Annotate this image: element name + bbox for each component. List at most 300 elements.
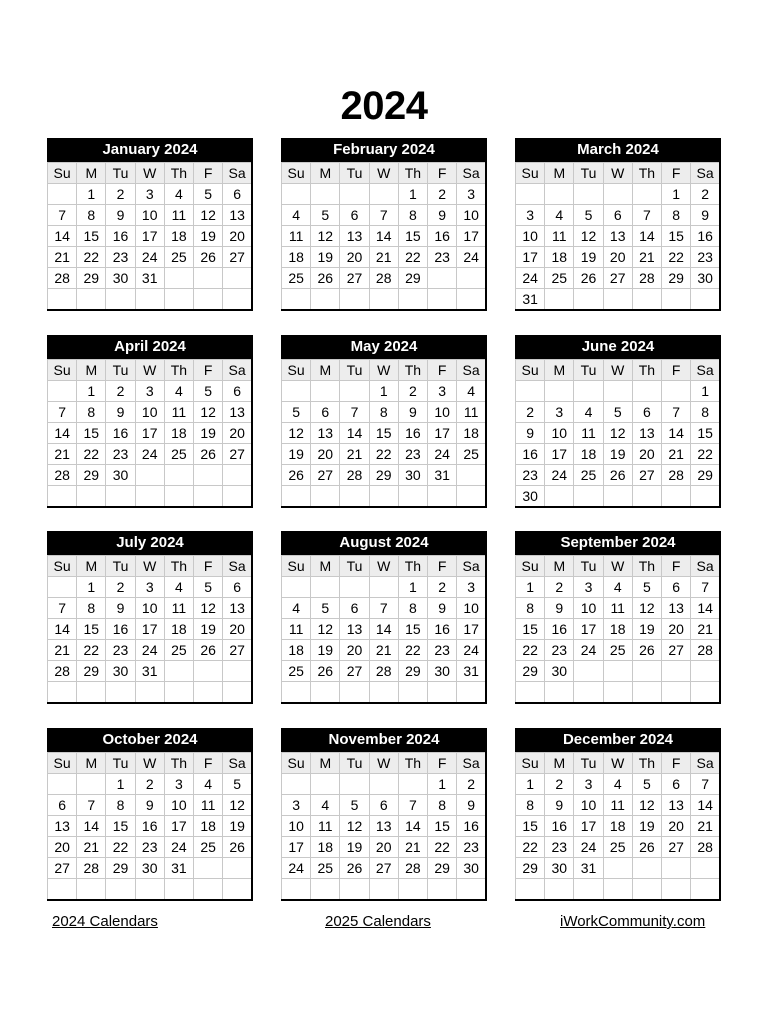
empty-day-cell	[194, 289, 223, 311]
empty-day-cell	[662, 486, 691, 508]
day-cell: 22	[662, 247, 691, 268]
empty-day-cell	[632, 486, 661, 508]
month-title: June 2024	[515, 335, 721, 359]
empty-day-cell	[48, 486, 77, 508]
day-cell: 27	[340, 661, 369, 682]
day-cell: 8	[106, 795, 135, 816]
link-iworkcommunity[interactable]: iWorkCommunity.com	[560, 913, 706, 930]
weekday-header: M	[545, 556, 574, 577]
day-cell: 14	[632, 226, 661, 247]
weekday-header: M	[545, 163, 574, 184]
day-cell: 5	[194, 577, 223, 598]
empty-day-cell	[77, 682, 106, 704]
day-cell: 24	[428, 444, 457, 465]
day-cell: 23	[398, 444, 427, 465]
month-title: September 2024	[515, 531, 721, 555]
empty-day-cell	[545, 381, 574, 402]
empty-day-cell	[428, 289, 457, 311]
week-row	[282, 247, 487, 268]
empty-day-cell	[311, 289, 340, 311]
month-days-table	[47, 359, 253, 508]
day-cell: 29	[428, 858, 457, 879]
day-cell: 22	[106, 837, 135, 858]
day-cell: 25	[311, 858, 340, 879]
day-cell: 12	[574, 226, 603, 247]
day-cell: 10	[428, 402, 457, 423]
day-cell: 13	[662, 795, 691, 816]
week-row	[48, 661, 253, 682]
empty-day-cell	[662, 661, 691, 682]
weekday-header: F	[194, 556, 223, 577]
day-cell: 19	[603, 444, 632, 465]
day-cell: 27	[662, 640, 691, 661]
day-cell: 27	[603, 268, 632, 289]
day-cell: 14	[691, 598, 720, 619]
day-cell: 6	[340, 205, 369, 226]
week-row	[516, 640, 721, 661]
weekday-header: Tu	[574, 556, 603, 577]
weekday-header: Th	[632, 556, 661, 577]
day-cell: 3	[282, 795, 311, 816]
day-cell: 13	[223, 205, 252, 226]
day-cell: 2	[457, 774, 486, 795]
day-cell: 28	[662, 465, 691, 486]
day-cell: 5	[194, 184, 223, 205]
day-cell: 4	[545, 205, 574, 226]
month-days-table	[47, 162, 253, 311]
day-cell: 25	[164, 640, 193, 661]
empty-day-cell	[398, 682, 427, 704]
empty-day-cell	[516, 682, 545, 704]
weekday-header: F	[428, 360, 457, 381]
empty-day-cell	[194, 879, 223, 901]
day-cell: 22	[516, 837, 545, 858]
day-cell: 16	[428, 619, 457, 640]
weekday-header: W	[135, 556, 164, 577]
empty-day-cell	[428, 682, 457, 704]
day-cell: 15	[516, 619, 545, 640]
day-cell: 26	[632, 837, 661, 858]
day-cell: 20	[369, 837, 398, 858]
day-cell: 23	[428, 247, 457, 268]
day-cell: 8	[398, 598, 427, 619]
day-cell: 22	[428, 837, 457, 858]
day-cell: 9	[457, 795, 486, 816]
weekday-header: Su	[516, 556, 545, 577]
day-cell: 11	[164, 402, 193, 423]
empty-day-cell	[340, 682, 369, 704]
empty-day-cell	[223, 289, 252, 311]
empty-day-cell	[603, 486, 632, 508]
day-cell: 9	[545, 795, 574, 816]
empty-day-cell	[48, 289, 77, 311]
day-cell: 24	[135, 640, 164, 661]
day-cell: 20	[603, 247, 632, 268]
day-cell: 15	[691, 423, 720, 444]
weekday-header-row	[48, 360, 253, 381]
day-cell: 7	[691, 577, 720, 598]
empty-day-cell	[282, 486, 311, 508]
month-days-table	[515, 752, 721, 901]
day-cell: 1	[516, 774, 545, 795]
day-cell: 17	[457, 226, 486, 247]
empty-day-cell	[48, 184, 77, 205]
day-cell: 2	[135, 774, 164, 795]
day-cell: 16	[545, 816, 574, 837]
day-cell: 5	[632, 774, 661, 795]
day-cell: 6	[632, 402, 661, 423]
day-cell: 14	[48, 226, 77, 247]
empty-day-cell	[691, 486, 720, 508]
day-cell: 31	[164, 858, 193, 879]
day-cell: 3	[135, 577, 164, 598]
weekday-header: Sa	[457, 753, 486, 774]
empty-day-cell	[106, 879, 135, 901]
day-cell: 24	[574, 837, 603, 858]
day-cell: 7	[340, 402, 369, 423]
day-cell: 21	[369, 247, 398, 268]
empty-day-cell	[398, 289, 427, 311]
empty-day-cell	[106, 486, 135, 508]
empty-day-cell	[574, 289, 603, 311]
weekday-header: Su	[48, 753, 77, 774]
empty-day-cell	[223, 682, 252, 704]
week-row	[282, 837, 487, 858]
empty-day-cell	[428, 268, 457, 289]
day-cell: 6	[340, 598, 369, 619]
day-cell: 17	[574, 619, 603, 640]
week-row	[516, 486, 721, 508]
empty-day-cell	[311, 682, 340, 704]
day-cell: 26	[574, 268, 603, 289]
month-calendar	[515, 138, 721, 311]
day-cell: 8	[77, 598, 106, 619]
weekday-header: M	[545, 753, 574, 774]
day-cell: 25	[194, 837, 223, 858]
day-cell: 14	[691, 795, 720, 816]
day-cell: 14	[398, 816, 427, 837]
weekday-header: W	[369, 556, 398, 577]
week-row	[282, 402, 487, 423]
week-row	[48, 577, 253, 598]
weekday-header-row	[516, 753, 721, 774]
day-cell: 27	[632, 465, 661, 486]
day-cell: 13	[603, 226, 632, 247]
day-cell: 1	[428, 774, 457, 795]
empty-day-cell	[164, 879, 193, 901]
week-row	[516, 205, 721, 226]
day-cell: 19	[574, 247, 603, 268]
empty-day-cell	[340, 577, 369, 598]
empty-day-cell	[48, 774, 77, 795]
weekday-header: Tu	[340, 753, 369, 774]
day-cell: 22	[398, 247, 427, 268]
day-cell: 10	[545, 423, 574, 444]
weekday-header-row	[282, 753, 487, 774]
day-cell: 26	[194, 444, 223, 465]
weekday-header: F	[428, 753, 457, 774]
day-cell: 18	[282, 247, 311, 268]
day-cell: 24	[282, 858, 311, 879]
day-cell: 24	[135, 247, 164, 268]
empty-day-cell	[603, 381, 632, 402]
weekday-header: F	[662, 753, 691, 774]
day-cell: 6	[662, 774, 691, 795]
day-cell: 6	[662, 577, 691, 598]
weekday-header: Th	[398, 753, 427, 774]
day-cell: 25	[282, 268, 311, 289]
empty-day-cell	[282, 774, 311, 795]
day-cell: 16	[135, 816, 164, 837]
day-cell: 26	[223, 837, 252, 858]
day-cell: 9	[106, 598, 135, 619]
day-cell: 7	[662, 402, 691, 423]
weekday-header: Sa	[223, 360, 252, 381]
week-row	[48, 423, 253, 444]
empty-day-cell	[194, 268, 223, 289]
day-cell: 12	[340, 816, 369, 837]
day-cell: 2	[106, 381, 135, 402]
day-cell: 29	[77, 465, 106, 486]
month-title: March 2024	[515, 138, 721, 162]
empty-day-cell	[457, 465, 486, 486]
day-cell: 4	[574, 402, 603, 423]
day-cell: 5	[194, 381, 223, 402]
day-cell: 10	[574, 795, 603, 816]
day-cell: 14	[662, 423, 691, 444]
day-cell: 1	[77, 184, 106, 205]
day-cell: 25	[603, 640, 632, 661]
day-cell: 11	[164, 598, 193, 619]
weekday-header: Tu	[574, 360, 603, 381]
day-cell: 11	[603, 598, 632, 619]
day-cell: 8	[77, 402, 106, 423]
day-cell: 17	[428, 423, 457, 444]
month-title: January 2024	[47, 138, 253, 162]
day-cell: 5	[574, 205, 603, 226]
empty-day-cell	[282, 577, 311, 598]
day-cell: 13	[223, 598, 252, 619]
month-title: November 2024	[281, 728, 487, 752]
weekday-header: Sa	[691, 163, 720, 184]
empty-day-cell	[164, 465, 193, 486]
weekday-header: M	[545, 360, 574, 381]
week-row	[48, 619, 253, 640]
week-row	[282, 619, 487, 640]
day-cell: 29	[369, 465, 398, 486]
day-cell: 11	[282, 619, 311, 640]
empty-day-cell	[516, 381, 545, 402]
empty-day-cell	[603, 184, 632, 205]
day-cell: 27	[48, 858, 77, 879]
day-cell: 5	[311, 205, 340, 226]
day-cell: 29	[516, 858, 545, 879]
day-cell: 15	[369, 423, 398, 444]
day-cell: 12	[282, 423, 311, 444]
weekday-header: Tu	[106, 163, 135, 184]
week-row	[282, 184, 487, 205]
day-cell: 19	[311, 640, 340, 661]
day-cell: 10	[164, 795, 193, 816]
week-row	[282, 795, 487, 816]
day-cell: 16	[106, 226, 135, 247]
day-cell: 9	[691, 205, 720, 226]
day-cell: 19	[223, 816, 252, 837]
link-2025-calendars[interactable]: 2025 Calendars	[325, 913, 431, 930]
day-cell: 23	[106, 444, 135, 465]
day-cell: 21	[691, 619, 720, 640]
day-cell: 2	[428, 184, 457, 205]
week-row	[48, 774, 253, 795]
day-cell: 26	[194, 247, 223, 268]
day-cell: 21	[632, 247, 661, 268]
day-cell: 26	[194, 640, 223, 661]
month-days-table	[515, 162, 721, 311]
day-cell: 10	[457, 205, 486, 226]
empty-day-cell	[545, 682, 574, 704]
day-cell: 13	[632, 423, 661, 444]
week-row	[48, 465, 253, 486]
day-cell: 15	[77, 619, 106, 640]
day-cell: 25	[164, 444, 193, 465]
empty-day-cell	[574, 381, 603, 402]
weekday-header: Tu	[574, 163, 603, 184]
empty-day-cell	[77, 486, 106, 508]
day-cell: 19	[194, 423, 223, 444]
weekday-header: Th	[164, 753, 193, 774]
weekday-header: Th	[164, 163, 193, 184]
weekday-header: Tu	[106, 556, 135, 577]
empty-day-cell	[106, 682, 135, 704]
weekday-header: M	[77, 163, 106, 184]
empty-day-cell	[135, 879, 164, 901]
day-cell: 3	[574, 774, 603, 795]
day-cell: 6	[48, 795, 77, 816]
day-cell: 22	[77, 444, 106, 465]
day-cell: 29	[398, 268, 427, 289]
week-row	[516, 226, 721, 247]
empty-day-cell	[223, 879, 252, 901]
empty-day-cell	[194, 858, 223, 879]
day-cell: 1	[398, 577, 427, 598]
weekday-header: F	[194, 753, 223, 774]
week-row	[516, 402, 721, 423]
day-cell: 27	[340, 268, 369, 289]
empty-day-cell	[574, 486, 603, 508]
day-cell: 10	[516, 226, 545, 247]
day-cell: 4	[164, 184, 193, 205]
day-cell: 14	[369, 226, 398, 247]
day-cell: 24	[574, 640, 603, 661]
day-cell: 19	[632, 619, 661, 640]
day-cell: 28	[48, 268, 77, 289]
day-cell: 13	[340, 619, 369, 640]
weekday-header: Sa	[223, 556, 252, 577]
day-cell: 30	[106, 661, 135, 682]
day-cell: 26	[311, 268, 340, 289]
day-cell: 18	[311, 837, 340, 858]
day-cell: 2	[545, 577, 574, 598]
day-cell: 9	[106, 205, 135, 226]
day-cell: 29	[516, 661, 545, 682]
month-days-table	[47, 752, 253, 901]
day-cell: 23	[135, 837, 164, 858]
week-row	[516, 577, 721, 598]
day-cell: 30	[691, 268, 720, 289]
day-cell: 5	[282, 402, 311, 423]
day-cell: 11	[311, 816, 340, 837]
empty-day-cell	[340, 289, 369, 311]
day-cell: 30	[457, 858, 486, 879]
empty-day-cell	[311, 486, 340, 508]
month-days-table	[515, 555, 721, 704]
day-cell: 10	[135, 598, 164, 619]
day-cell: 4	[603, 577, 632, 598]
week-row	[282, 486, 487, 508]
day-cell: 12	[632, 598, 661, 619]
weekday-header: Su	[516, 360, 545, 381]
day-cell: 10	[282, 816, 311, 837]
empty-day-cell	[574, 184, 603, 205]
day-cell: 1	[516, 577, 545, 598]
empty-day-cell	[282, 289, 311, 311]
day-cell: 4	[457, 381, 486, 402]
day-cell: 11	[194, 795, 223, 816]
day-cell: 26	[603, 465, 632, 486]
week-row	[48, 598, 253, 619]
day-cell: 31	[135, 661, 164, 682]
day-cell: 6	[311, 402, 340, 423]
empty-day-cell	[428, 879, 457, 901]
day-cell: 20	[340, 640, 369, 661]
link-2024-calendars[interactable]: 2024 Calendars	[52, 913, 158, 930]
day-cell: 8	[691, 402, 720, 423]
day-cell: 16	[106, 619, 135, 640]
empty-day-cell	[691, 858, 720, 879]
empty-day-cell	[77, 774, 106, 795]
day-cell: 23	[428, 640, 457, 661]
day-cell: 13	[340, 226, 369, 247]
day-cell: 5	[603, 402, 632, 423]
day-cell: 29	[106, 858, 135, 879]
empty-day-cell	[691, 289, 720, 311]
empty-day-cell	[369, 486, 398, 508]
week-row	[516, 381, 721, 402]
day-cell: 11	[164, 205, 193, 226]
weekday-header: Su	[516, 163, 545, 184]
day-cell: 1	[398, 184, 427, 205]
day-cell: 18	[194, 816, 223, 837]
day-cell: 3	[457, 184, 486, 205]
day-cell: 28	[340, 465, 369, 486]
empty-day-cell	[223, 268, 252, 289]
day-cell: 22	[77, 247, 106, 268]
weekday-header: Th	[164, 556, 193, 577]
empty-day-cell	[164, 682, 193, 704]
day-cell: 2	[106, 577, 135, 598]
empty-day-cell	[662, 682, 691, 704]
day-cell: 27	[223, 444, 252, 465]
empty-day-cell	[311, 774, 340, 795]
day-cell: 6	[369, 795, 398, 816]
day-cell: 4	[282, 205, 311, 226]
day-cell: 25	[574, 465, 603, 486]
empty-day-cell	[457, 268, 486, 289]
week-row	[282, 289, 487, 311]
day-cell: 17	[135, 619, 164, 640]
week-row	[48, 837, 253, 858]
day-cell: 9	[135, 795, 164, 816]
